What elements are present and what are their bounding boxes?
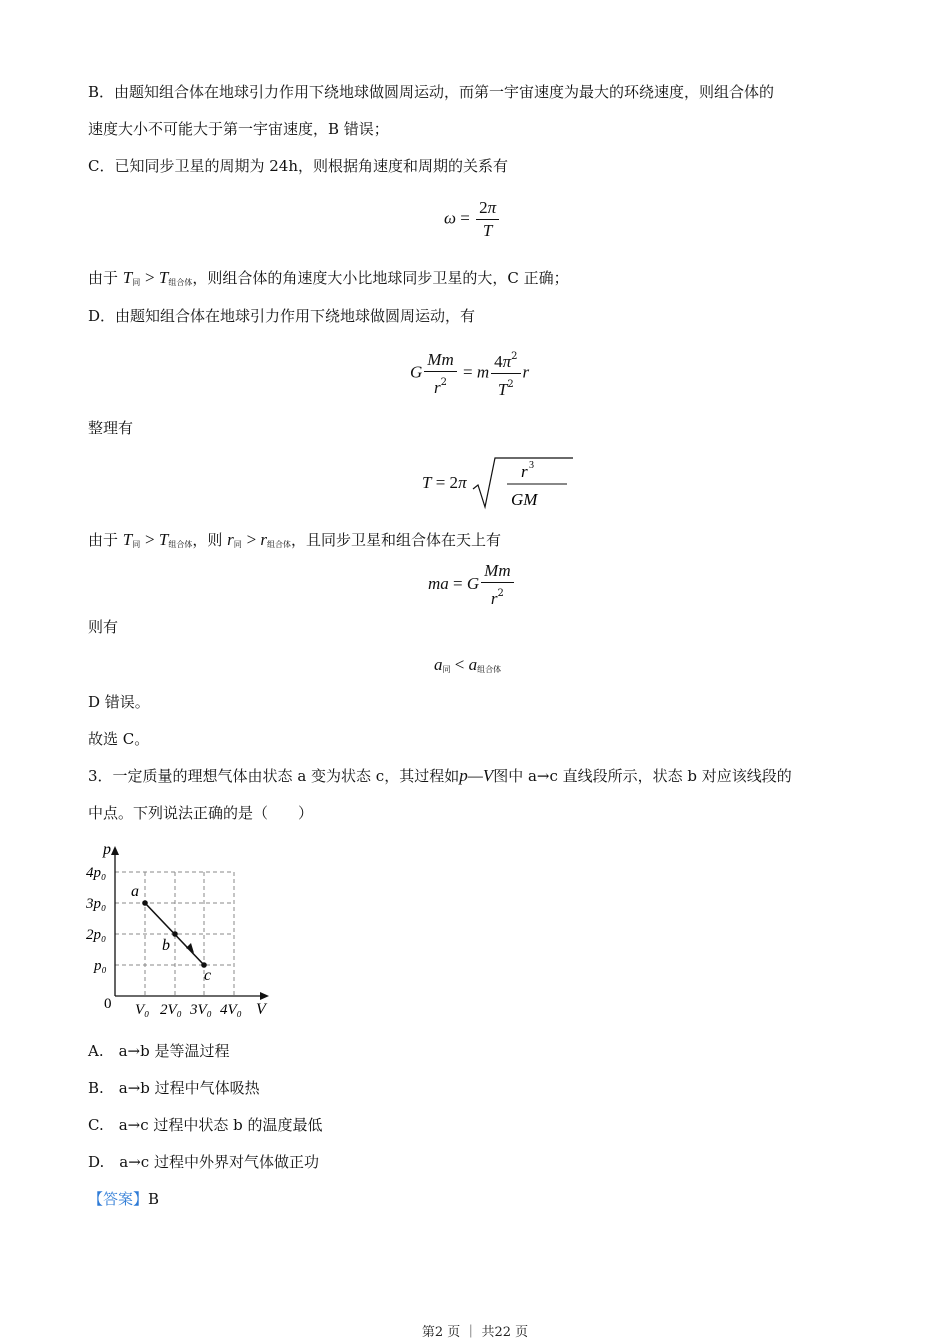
point-b bbox=[172, 931, 178, 937]
paragraph-choose: 故选 C。 bbox=[88, 730, 150, 748]
paragraph-d-line: D．由题知组合体在地球引力作用下绕地球做圆周运动，有 bbox=[88, 307, 476, 325]
y-tick-p0: p₀ bbox=[94, 958, 107, 974]
formula-omega: ω = $\frac{2\pi}{T}$ bbox=[444, 198, 501, 241]
process-arrow bbox=[186, 943, 194, 953]
point-a bbox=[142, 900, 148, 906]
paragraph-b-line1: B．由题知组合体在地球引力作用下绕地球做圆周运动，而第一宇宙速度为最大的环绕速度，则组合体的 bbox=[88, 83, 775, 101]
sqrt-fraction-svg bbox=[471, 455, 575, 513]
question-line1: 3．一定质量的理想气体由状态 a 变为状态 c，其过程如p—V图中 a→c 直线段所示，状态 b 对应该线段的 bbox=[88, 766, 792, 785]
option-d: D. a→c 过程中外界对气体做正功 bbox=[88, 1153, 319, 1171]
point-a-label: a bbox=[131, 883, 139, 900]
svg-text:3: 3 bbox=[529, 460, 535, 471]
x-axis-arrow bbox=[260, 992, 269, 1000]
x-tick-v0: V₀ bbox=[135, 1002, 150, 1018]
answer-line bbox=[88, 1189, 159, 1209]
paragraph-d-wrong: D 错误。 bbox=[88, 693, 150, 711]
paragraph-organize: 整理有 bbox=[88, 419, 134, 437]
option-a: A. a→b 是等温过程 bbox=[88, 1042, 230, 1060]
x-tick-3v0: 3V₀ bbox=[190, 1002, 212, 1018]
page-footer: 第2 页 ｜ 共22 页 bbox=[421, 1325, 529, 1340]
y-axis-arrow bbox=[111, 846, 119, 855]
question-line2: 中点。下列说法正确的是（ ） bbox=[88, 804, 314, 822]
y-axis-label: p bbox=[103, 841, 111, 858]
x-tick-2v0: 2V₀ bbox=[160, 1002, 182, 1018]
x-axis-label: V bbox=[256, 1001, 266, 1018]
paragraph-c-conclusion: 由于 $T_同 > T_{组合体}$，则组合体的角速度大小比地球同步卫星的大，C 正确； bbox=[88, 268, 569, 287]
y-tick-3p0: 3p₀ bbox=[86, 896, 107, 912]
answer-value: B bbox=[148, 1190, 160, 1208]
formula-period: T = 2π r 3 GM bbox=[422, 455, 575, 513]
y-tick-4p0: 4p₀ bbox=[86, 865, 107, 881]
paragraph-b-line2: 速度大小不可能大于第一宇宙速度，B 错误； bbox=[88, 120, 389, 138]
point-c-label: c bbox=[204, 967, 212, 984]
paragraph-then: 则有 bbox=[88, 618, 119, 636]
formula-gravitation: G $\frac{Mm}{r^2}$ = m $\frac{4\pi^2}{T^2}$ r bbox=[410, 347, 529, 400]
option-c: C. a→c 过程中状态 b 的温度最低 bbox=[88, 1116, 323, 1134]
paragraph-c-line: C．已知同步卫星的周期为 24h，则根据角速度和周期的关系有 bbox=[88, 157, 508, 175]
formula-compare-a: $a_同 < a_{组合体}$ bbox=[434, 655, 502, 674]
paragraph-d-conclusion: 由于 $T_同 > T_{组合体}$，则 $r_同 > r_{组合体}$，且同步卫星和组合体在天上有 bbox=[88, 530, 502, 549]
option-b: B. a→b 过程中气体吸热 bbox=[88, 1079, 260, 1097]
formula-acceleration: ma = G $\frac{Mm}{r^2}$ bbox=[428, 561, 516, 609]
pv-graph bbox=[80, 838, 280, 1023]
point-b-label: b bbox=[162, 937, 170, 954]
origin-label: 0 bbox=[104, 996, 112, 1012]
answer-tag: 【答案】 bbox=[88, 1190, 149, 1208]
svg-text:GM: GM bbox=[511, 490, 538, 509]
x-tick-4v0: 4V₀ bbox=[220, 1002, 242, 1018]
svg-text:r: r bbox=[521, 462, 528, 481]
y-tick-2p0: 2p₀ bbox=[86, 927, 107, 943]
